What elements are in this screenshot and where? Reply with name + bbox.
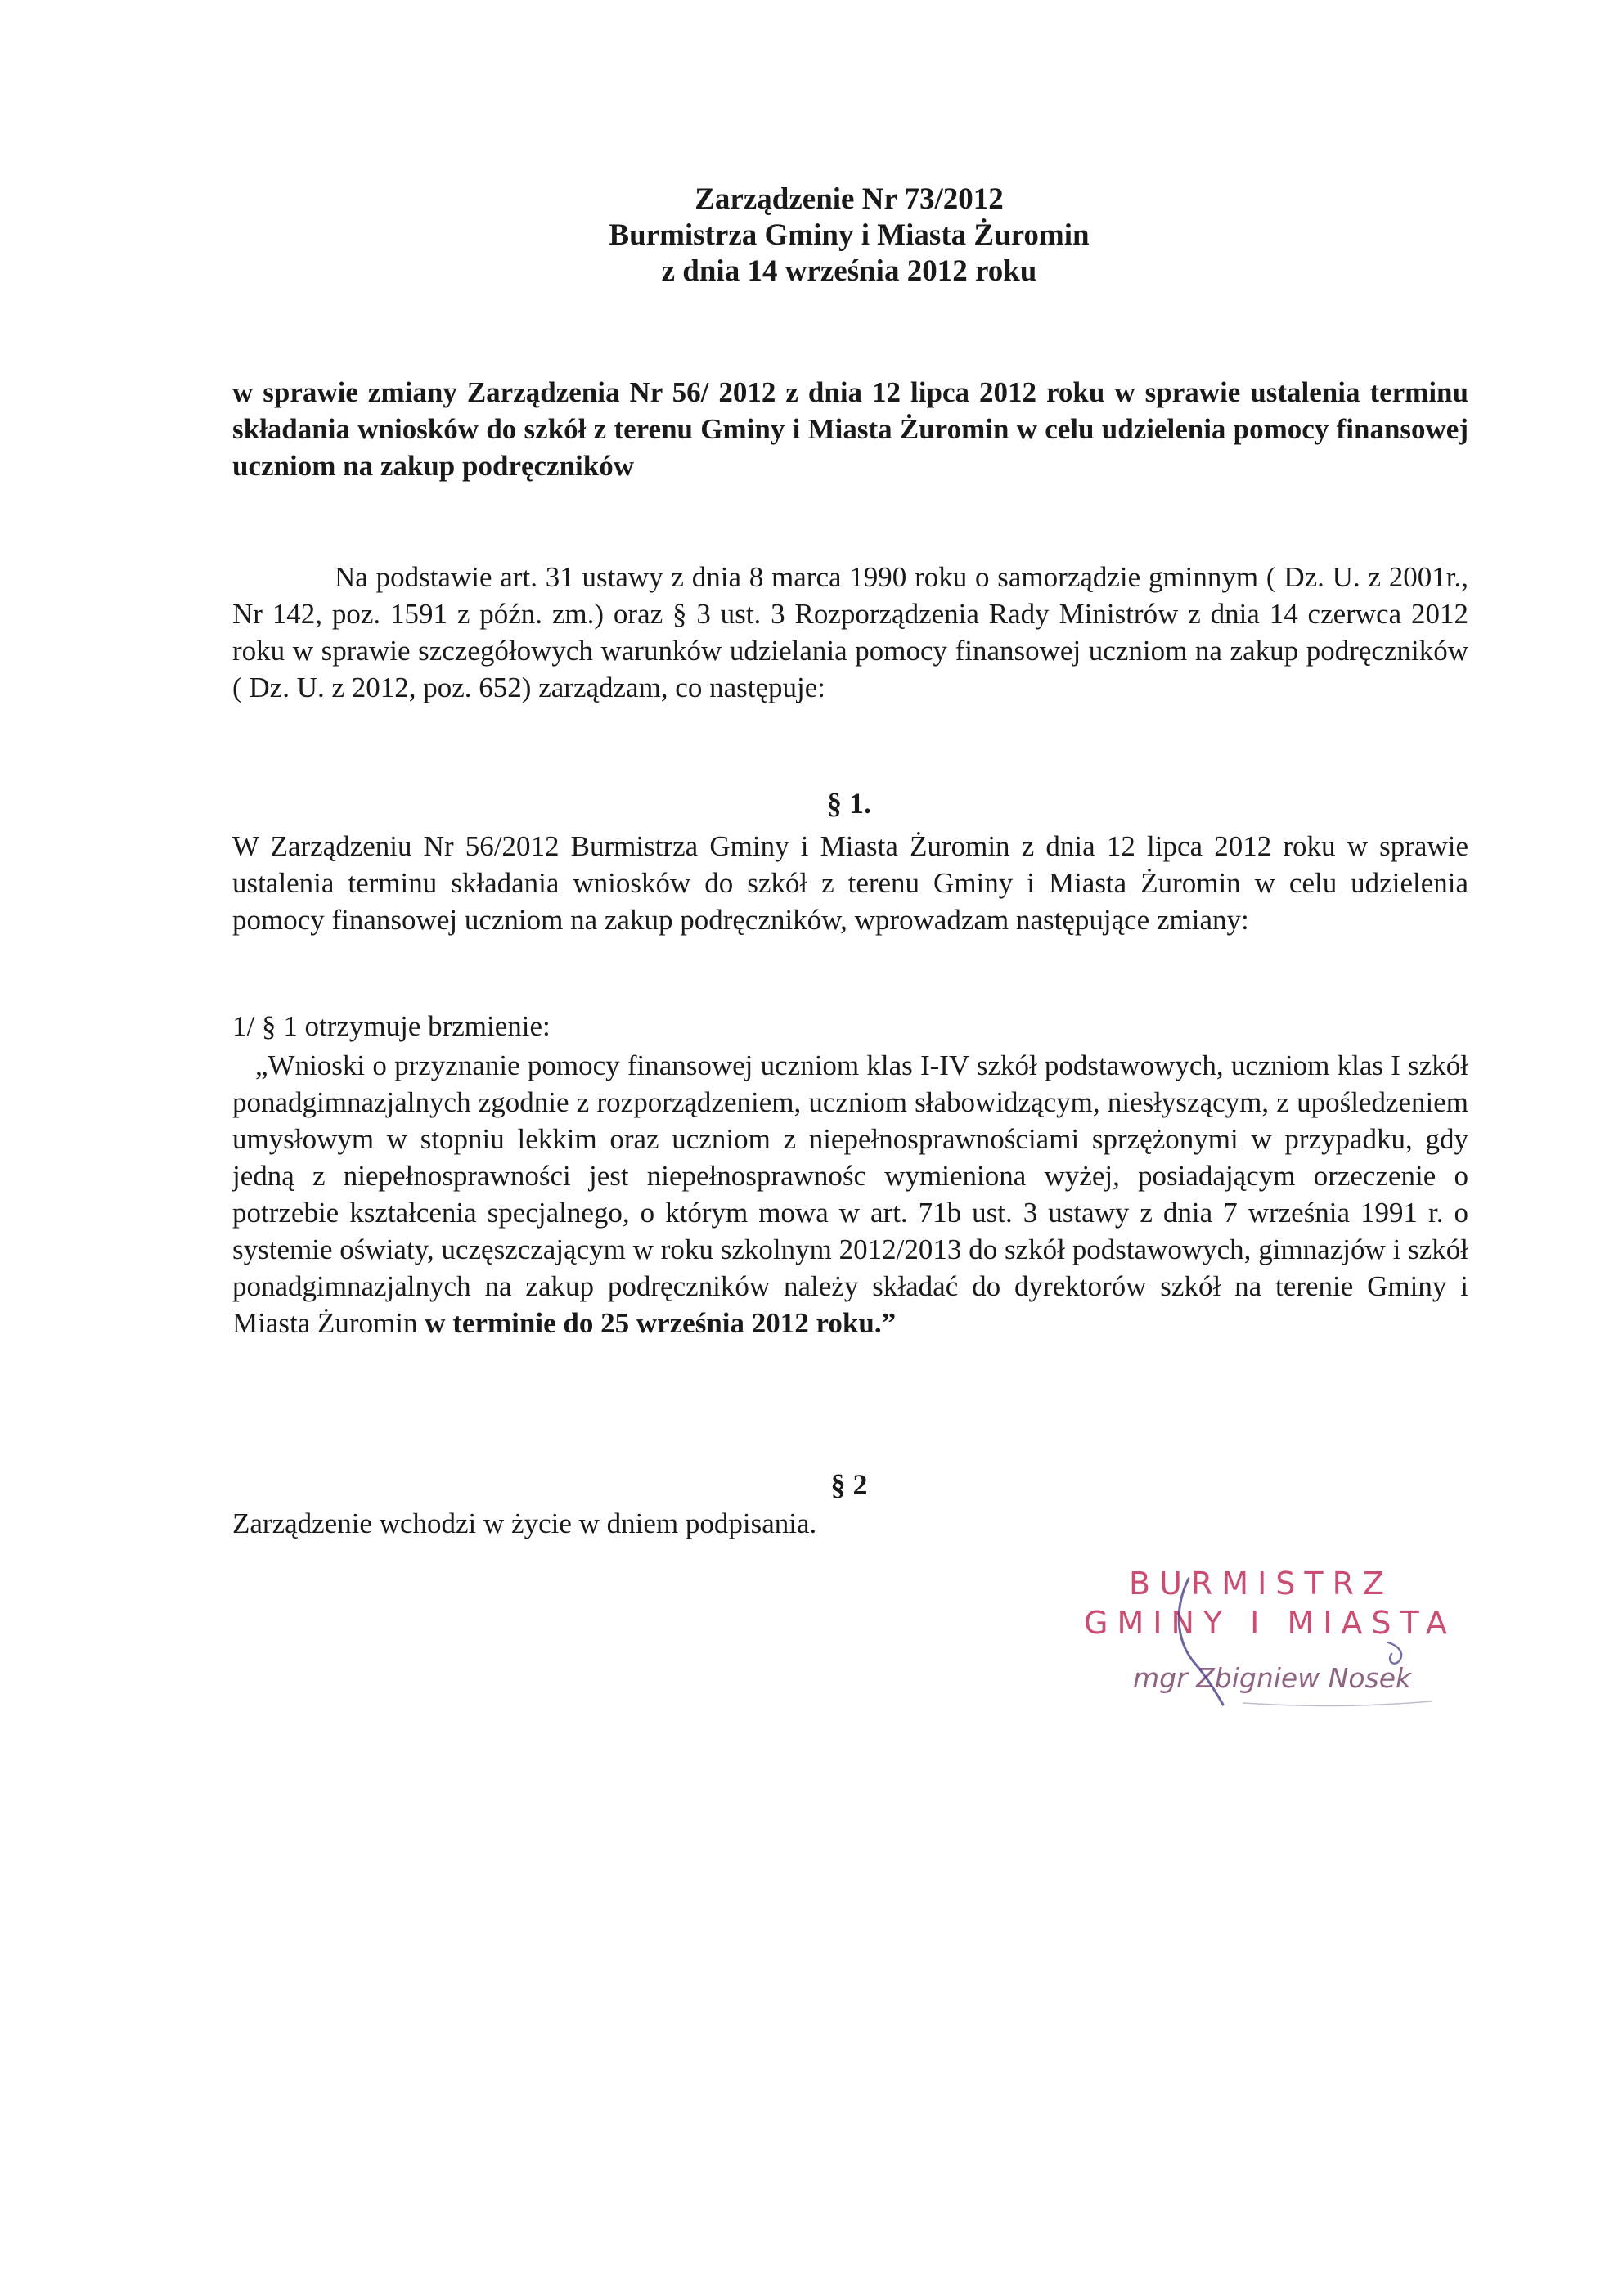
stamp-signatory-name: mgr Zbigniew Nosek — [1133, 1662, 1412, 1694]
section-1-text: W Zarządzeniu Nr 56/2012 Burmistrza Gminy i Miasta Żuromin z dnia 12 lipca 2012 roku w sprawie ustalenia terminu składania wniosków do szkół z terenu Gminy i Miasta Żuromin w celu udzielenia pomocy finansowej uczniom na zakup podręczników, wprowadzam następujące zmiany: — [232, 830, 1468, 936]
point-1-label: 1/ § 1 otrzymuje brzmienie: — [232, 1010, 551, 1042]
stamp-title-line: BURMISTRZ — [1129, 1566, 1394, 1602]
section-1-title: § 1. — [827, 787, 871, 820]
amended-provision-quote — [232, 1047, 1468, 1341]
document-subject: w sprawie zmiany Zarządzenia Nr 56/ 2012 z dnia 12 lipca 2012 roku w sprawie ustalenia terminu składania wniosków do szkół z terenu Gminy i Miasta Żuromin w celu udzielenia pomocy finansowej uczniom na zakup podręczników — [232, 376, 1468, 482]
section-2-text: Zarządzenie wchodzi w życie w dniem podpisania. — [232, 1507, 817, 1539]
issue-date: z dnia 14 września 2012 roku — [661, 254, 1037, 288]
stamp-authority-line: GMINY I MIASTA — [1084, 1605, 1456, 1641]
document-header — [0, 182, 1623, 290]
official-stamp — [1084, 1564, 1509, 1711]
legal-basis-paragraph: Na podstawie art. 31 ustawy z dnia 8 marca 1990 roku o samorządzie gminnym ( Dz. U. z 2001r., Nr 142, poz. 1591 z późn. zm.) oraz § 3 ust. 3 Rozporządzenia Rady Ministrów z dnia 14 czerwca 2012 roku w sprawie szczegółowych warunków udzielania pomocy finansowej uczniom na zakup podręczników ( Dz. U. z 2012, poz. 652) zarządzam, co następuje: — [232, 561, 1468, 703]
section-2-title: § 2 — [830, 1468, 868, 1501]
issuing-authority: Burmistrza Gminy i Miasta Żuromin — [609, 218, 1090, 252]
quote-deadline-text: w terminie do 25 września 2012 roku.” — [425, 1307, 897, 1339]
handwritten-signature-icon — [1084, 1564, 1509, 1711]
quote-main-text: „Wnioski o przyznanie pomocy finansowej uczniom klas I-IV szkół podstawowych, uczniom klas I szkół ponadgimnazjalnych zgodnie z rozporządzeniem, uczniom słabowidzącym, niesłyszącym, z upośledzeniem umysłowym w stopniu lekkim oraz uczniom z niepełnosprawnościami sprzężonymi w przypadku, gdy jedną z niepełnosprawności jest niepełnosprawnośc wymieniona wyżej, posiadającym orzeczenie o potrzebie kształcenia specjalnego, o którym mowa w art. 71b ust. 3 ustawy z dnia 7 września 1991 r. o systemie oświaty, uczęszczającym w roku szkolnym 2012/2013 do szkół podstawowych, gimnazjów i szkół ponadgimnazjalnych na zakup podręczników należy składać do dyrektorów szkół na terenie Gminy i Miasta Żuromin — [232, 1049, 1468, 1339]
ordinance-number: Zarządzenie Nr 73/2012 — [695, 182, 1004, 216]
